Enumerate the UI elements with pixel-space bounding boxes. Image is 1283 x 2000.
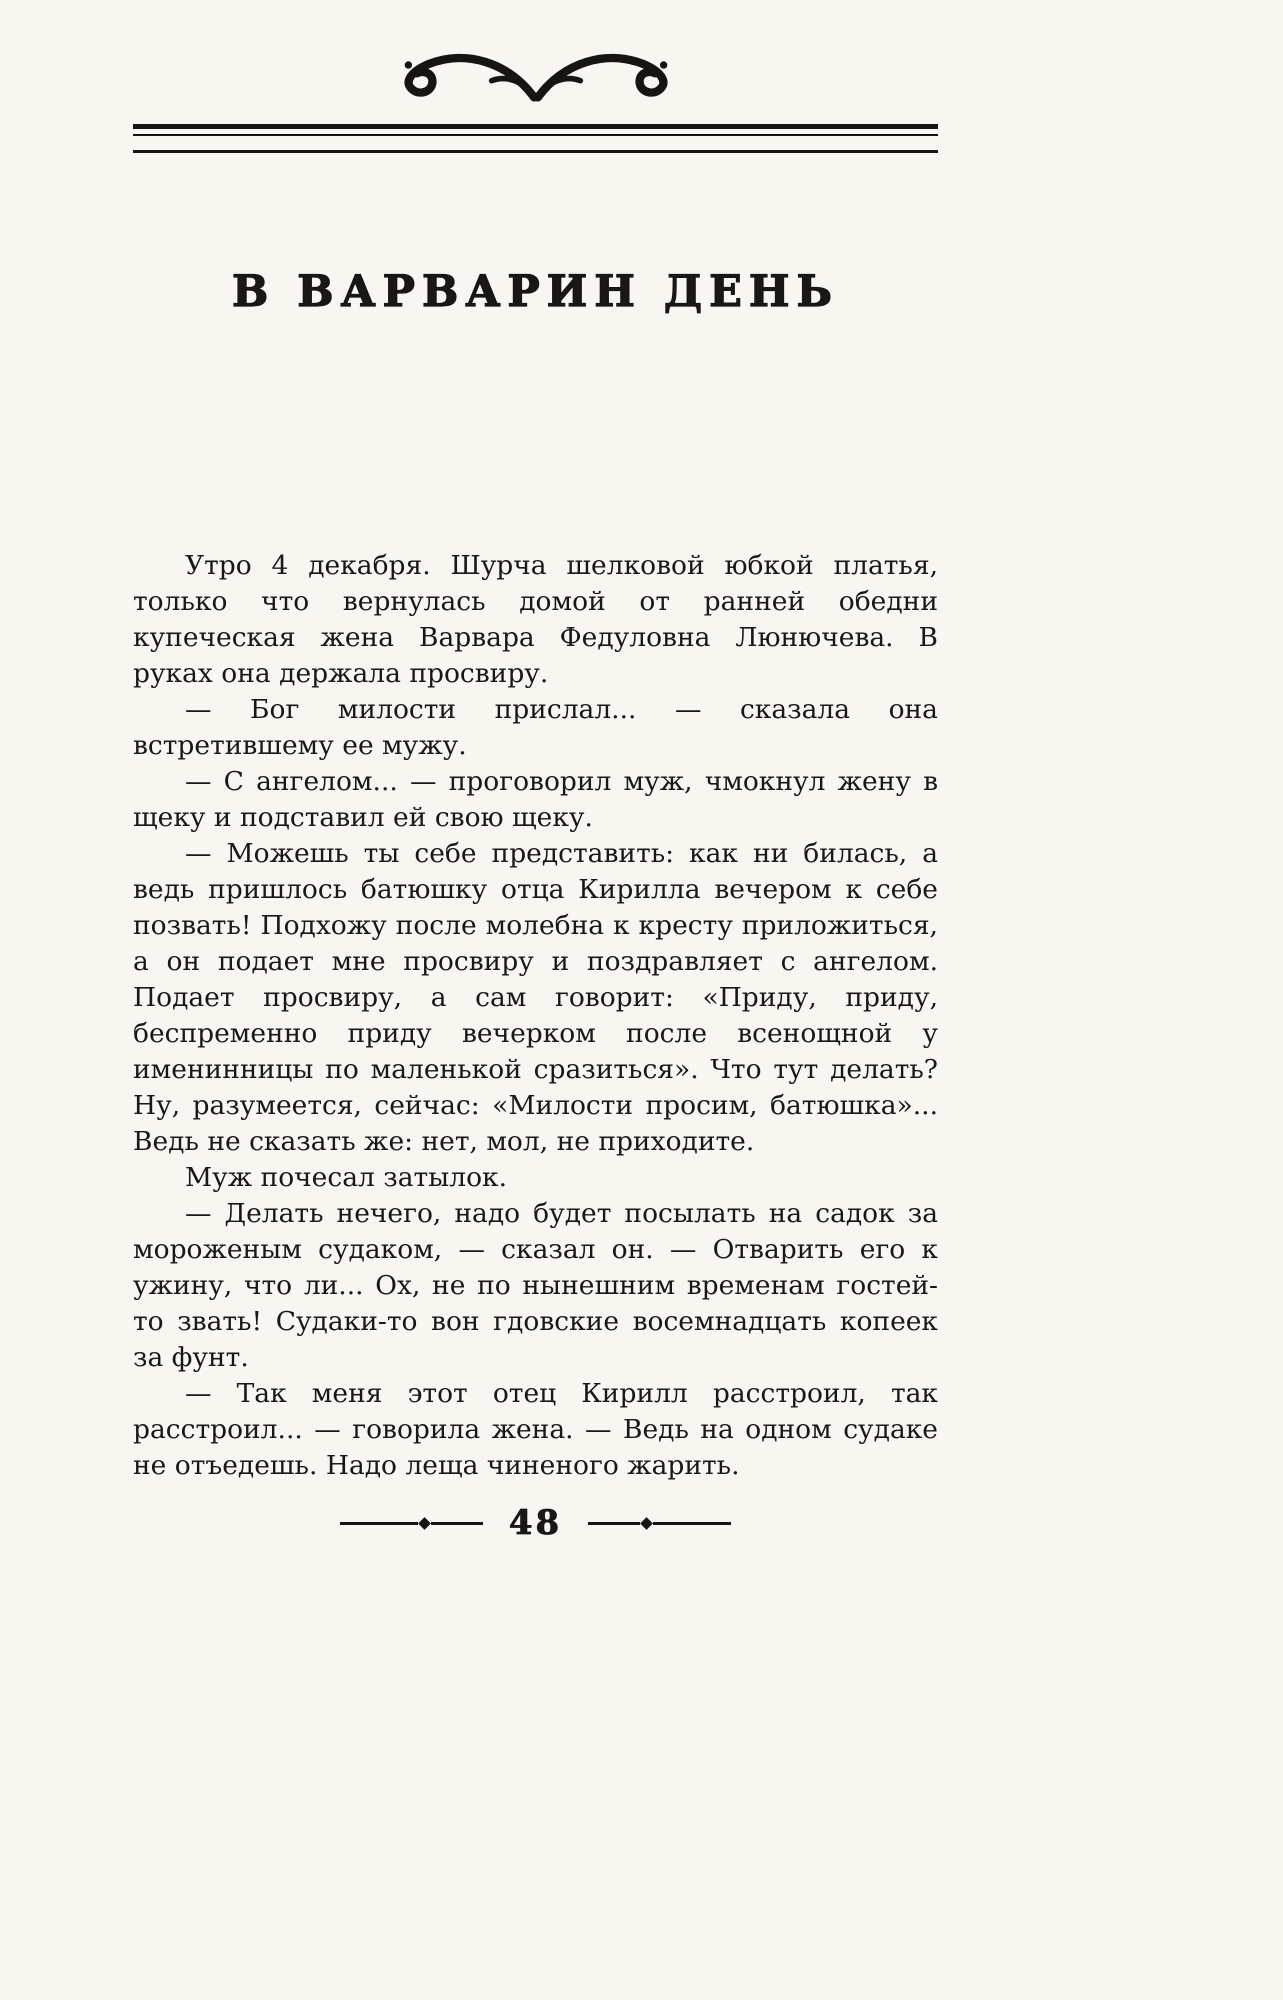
paragraph-7: — Так меня этот отец Кирилл расстроил, так расстроил... — говорила жена. — Ведь на одном судаке не отъедешь. Надо леща чиненого жарить. [133, 1378, 938, 1482]
flourish-ornament-icon [366, 40, 706, 114]
footer-rule-right-inner [588, 1522, 640, 1525]
paragraph-5: Муж почесал затылок. [185, 1162, 508, 1194]
footer-diamond-left-icon [418, 1517, 431, 1530]
footer-rule-right-outer [653, 1522, 731, 1525]
header-rule-bottom [133, 150, 938, 153]
header-rule-thin [133, 134, 938, 136]
paragraph-2: — Бог милости прислал... — сказала она встретившему ее мужу. [133, 694, 938, 762]
body-text [133, 548, 938, 1484]
header-ornament [133, 0, 938, 118]
page-number: 48 [508, 1503, 563, 1544]
paragraph-1: Утро 4 декабря. Шурча шелковой юбкой платья, только что вернулась домой от ранней обедни купеческая жена Варвара Федуловна Люнючева. В руках она держала просвиру. [133, 550, 938, 690]
footer-rule-left-outer [340, 1522, 418, 1525]
paragraph-6: — Делать нечего, надо будет посылать на садок за мороженым судаком, — сказал он. — Отварить его к ужину, что ли... Ох, не по нынешним временам гостей-то звать! Судаки-то вон гдовские восемнадцать копеек за фунт. [133, 1198, 938, 1374]
paragraph-4: — Можешь ты себе представить: как ни билась, а ведь пришлось батюшку отца Кирилла вечером к себе позвать! Подхожу после молебна к кресту приложиться, а он подает мне просвиру и поздравляет с ангелом. Подает просвиру, а сам говорит: «Приду, приду, беспременно приду вечерком после всенощной у именинницы по маленькой сразиться». Что тут делать? Ну, разумеется, сейчас: «Милости просим, батюшка»... Ведь не сказать же: нет, мол, не приходите. [133, 838, 938, 1158]
header-rules [133, 124, 938, 153]
paragraph-3: — С ангелом... — проговорил муж, чмокнул жену в щеку и подставил ей свою щеку. [133, 766, 938, 834]
footer-rule-left-inner [431, 1522, 483, 1525]
page-footer [133, 1503, 938, 1544]
chapter-title: В ВАРВАРИН ДЕНЬ [231, 267, 840, 317]
footer-diamond-right-icon [640, 1517, 653, 1530]
header-rule-thick [133, 124, 938, 129]
